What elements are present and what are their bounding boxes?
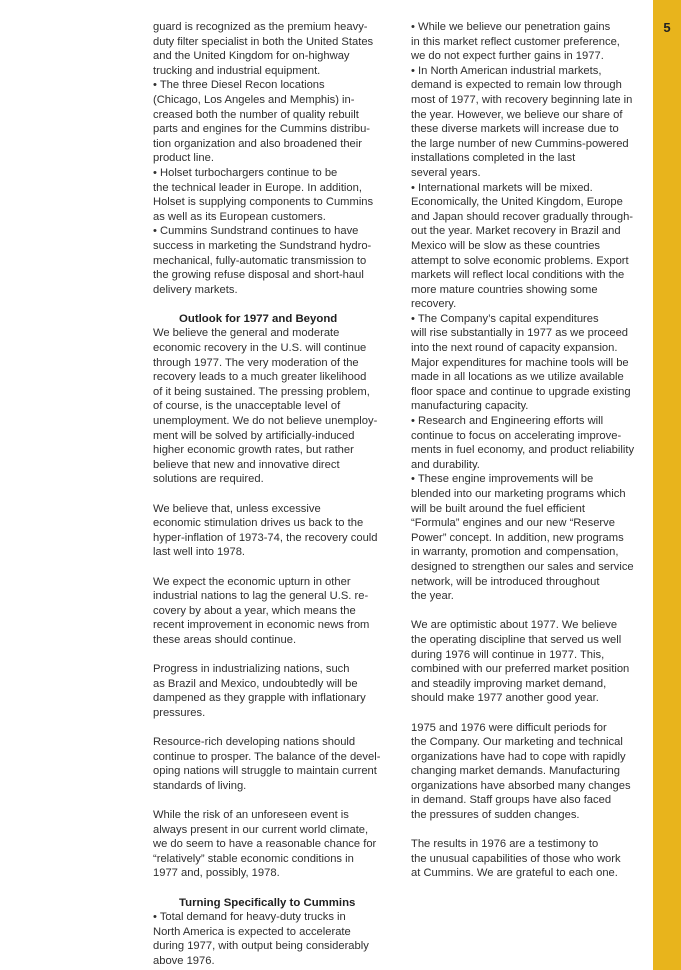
text-line: We are optimistic about 1977. We believe xyxy=(411,619,618,632)
paragraph xyxy=(411,837,645,881)
text-line: as Brazil and Mexico, undoubtedly will be xyxy=(153,677,358,690)
block-gap xyxy=(153,487,403,502)
paragraph xyxy=(153,910,403,968)
paragraph xyxy=(153,502,403,560)
page-number: 5 xyxy=(663,20,671,35)
text-line: recovery. xyxy=(411,298,457,311)
text-line: continue to focus on accelerating improve- xyxy=(411,429,622,442)
block-gap xyxy=(411,706,645,721)
block-gap xyxy=(153,560,403,575)
text-line: and durability. xyxy=(411,458,480,471)
text-line: during 1976 will continue in 1977. This, xyxy=(411,648,605,661)
text-line: 1975 and 1976 were difficult periods for xyxy=(411,721,607,734)
text-line: most of 1977, with recovery beginning late in xyxy=(411,93,633,106)
paragraph xyxy=(411,618,645,706)
text-line: of it being sustained. The pressing problem, xyxy=(153,385,370,398)
text-line: we do seem to have a reasonable chance for xyxy=(153,838,377,851)
text-line: the large number of new Cummins-powered xyxy=(411,137,629,150)
block-gap xyxy=(153,648,403,663)
text-line: demand is expected to remain low through xyxy=(411,79,622,92)
text-line: product line. xyxy=(153,152,214,165)
text-line: believe that new and innovative direct xyxy=(153,458,340,471)
text-line: • While we believe our penetration gains xyxy=(411,21,611,33)
text-line: organizations have absorbed many changes xyxy=(411,779,631,792)
text-line: • Holset turbochargers continue to be xyxy=(153,166,338,179)
text-line: ment will be solved by artificially-induced xyxy=(153,429,355,442)
text-line: floor space and continue to upgrade existing xyxy=(411,385,631,398)
paragraph xyxy=(153,735,403,793)
text-line: the technical leader in Europe. In addition, xyxy=(153,181,362,194)
text-line: dampened as they grapple with inflationary xyxy=(153,692,366,705)
text-line: made in all locations as we utilize available xyxy=(411,371,624,384)
text-line: solutions are required. xyxy=(153,473,264,486)
text-line: network, will be introduced throughout xyxy=(411,575,600,588)
text-line: Holset is supplying components to Cummins xyxy=(153,196,374,209)
text-line: “relatively” stable economic conditions in xyxy=(153,852,354,865)
text-line: designed to strengthen our sales and service xyxy=(411,560,634,573)
text-line: recent improvement in economic news from xyxy=(153,619,370,632)
text-line: these areas should continue. xyxy=(153,633,297,646)
block-gap xyxy=(411,604,645,619)
text-line: The results in 1976 are a testimony to xyxy=(411,838,599,851)
text-line: attempt to solve economic problems. Export xyxy=(411,254,629,267)
text-line: • The three Diesel Recon locations xyxy=(153,79,325,92)
text-line: trucking and industrial equipment. xyxy=(153,64,321,77)
text-line: (Chicago, Los Angeles and Memphis) in- xyxy=(153,93,355,106)
text-line: these diverse markets will increase due to xyxy=(411,123,619,136)
text-line: always present in our current world climate, xyxy=(153,823,369,836)
text-line: recovery leads to a much greater likelihood xyxy=(153,371,367,384)
text-line: success in marketing the Sundstrand hydro- xyxy=(153,239,372,252)
text-line: • Research and Engineering efforts will xyxy=(411,415,604,428)
text-line: the unusual capabilities of those who work xyxy=(411,852,621,865)
text-line: pressures. xyxy=(153,706,206,719)
text-line: duty filter specialist in both the United States xyxy=(153,35,374,48)
text-line: the year. xyxy=(411,590,454,603)
text-line: the year. However, we believe our share of xyxy=(411,108,623,121)
text-line: oping nations will struggle to maintain current xyxy=(153,765,377,778)
paragraph xyxy=(153,326,403,487)
block-gap xyxy=(153,721,403,736)
text-line: should make 1977 another good year. xyxy=(411,692,599,705)
text-line: as well as its European customers. xyxy=(153,210,326,223)
section-heading: Turning Specifically to Cummins xyxy=(179,896,356,909)
text-line: guard is recognized as the premium heavy- xyxy=(153,21,368,33)
text-line: unemployment. We do not believe unemploy- xyxy=(153,415,378,428)
text-line: the pressures of sudden changes. xyxy=(411,809,580,822)
text-line: higher economic growth rates, but rather xyxy=(153,444,354,457)
text-block xyxy=(153,20,403,297)
paragraph xyxy=(153,808,403,881)
text-line: • Cummins Sundstrand continues to have xyxy=(153,225,359,238)
text-line: We expect the economic upturn in other xyxy=(153,575,351,588)
text-line: parts and engines for the Cummins distribu- xyxy=(153,123,371,136)
paragraph xyxy=(411,721,645,823)
text-line: industrial nations to lag the general U.S. re- xyxy=(153,590,369,603)
text-line: hyper-inflation of 1973-74, the recovery could xyxy=(153,531,378,544)
text-line: and the United Kingdom for on-highway xyxy=(153,50,350,63)
text-line: and Japan should recover gradually through- xyxy=(411,210,634,223)
text-line: in demand. Staff groups have also faced xyxy=(411,794,612,807)
text-line: changing market demands. Manufacturing xyxy=(411,765,620,778)
text-line: Power” concept. In addition, new programs xyxy=(411,531,624,544)
text-line: the Company. Our marketing and technical xyxy=(411,736,623,749)
text-line: organizations have had to cope with rapidly xyxy=(411,750,626,763)
text-line: North America is expected to accelerate xyxy=(153,925,351,938)
text-line: during 1977, with output being considerably xyxy=(153,940,369,953)
text-line: We believe that, unless excessive xyxy=(153,502,321,515)
paragraph xyxy=(153,662,403,720)
text-line: covery by about a year, which means the xyxy=(153,604,356,617)
text-line: in this market reflect customer preference, xyxy=(411,35,620,48)
text-line: of course, is the unacceptable level of xyxy=(153,400,341,413)
text-line: through 1977. The very moderation of the xyxy=(153,356,359,369)
text-line: at Cummins. We are grateful to each one. xyxy=(411,867,618,880)
text-line: Major expenditures for machine tools will be xyxy=(411,356,629,369)
text-line: We believe the general and moderate xyxy=(153,327,340,340)
text-line: into the next round of capacity expansion. xyxy=(411,342,618,355)
text-line: in warranty, promotion and compensation, xyxy=(411,546,619,559)
text-line: • International markets will be mixed. xyxy=(411,181,593,194)
text-line: • In North American industrial markets, xyxy=(411,64,602,77)
text-block xyxy=(411,20,645,604)
text-line: 1977 and, possibly, 1978. xyxy=(153,867,280,880)
block-gap xyxy=(153,881,403,896)
text-line: will rise substantially in 1977 as we proceed xyxy=(411,327,629,340)
text-line: above 1976. xyxy=(153,955,215,967)
text-line: economic recovery in the U.S. will continue xyxy=(153,342,367,355)
text-line: manufacturing capacity. xyxy=(411,400,529,413)
text-line: will be built around the fuel efficient xyxy=(411,502,585,515)
text-line: creased both the number of quality rebuilt xyxy=(153,108,359,121)
text-line: out the year. Market recovery in Brazil and xyxy=(411,225,621,238)
text-line: markets will reflect local conditions with the xyxy=(411,269,625,282)
text-line: Mexico will be slow as these countries xyxy=(411,239,601,252)
text-line: • These engine improvements will be xyxy=(411,473,594,486)
text-line: ments in fuel economy, and product reliability xyxy=(411,444,635,457)
right-column xyxy=(411,20,645,881)
page-edge-tab xyxy=(653,0,681,970)
text-line: continue to prosper. The balance of the devel- xyxy=(153,750,381,763)
text-line: While the risk of an unforeseen event is xyxy=(153,809,349,822)
text-line: “Formula” engines and our new “Reserve xyxy=(411,517,615,530)
block-gap xyxy=(153,793,403,808)
block-gap xyxy=(153,297,403,312)
text-line: Economically, the United Kingdom, Europe xyxy=(411,196,623,209)
text-line: economic stimulation drives us back to the xyxy=(153,517,364,530)
text-line: delivery markets. xyxy=(153,283,238,296)
text-line: the operating discipline that served us well xyxy=(411,633,622,646)
text-line: Resource-rich developing nations should xyxy=(153,736,356,749)
text-line: • Total demand for heavy-duty trucks in xyxy=(153,911,346,924)
text-line: installations completed in the last xyxy=(411,152,576,165)
text-line: blended into our marketing programs which xyxy=(411,488,626,500)
text-line: standards of living. xyxy=(153,779,247,792)
text-line: several years. xyxy=(411,166,481,179)
text-line: Progress in industrializing nations, such xyxy=(153,663,350,676)
section-heading: Outlook for 1977 and Beyond xyxy=(179,312,338,325)
text-line: and steadily improving market demand, xyxy=(411,677,607,690)
left-column xyxy=(153,20,403,969)
text-line: mechanical, fully-automatic transmission to xyxy=(153,254,367,267)
text-line: last well into 1978. xyxy=(153,546,246,559)
block-gap xyxy=(411,823,645,838)
text-line: combined with our preferred market position xyxy=(411,663,630,676)
text-line: more mature countries showing some xyxy=(411,283,598,296)
text-line: tion organization and also broadened their xyxy=(153,137,362,150)
text-line: we do not expect further gains in 1977. xyxy=(411,50,604,63)
paragraph xyxy=(153,575,403,648)
text-line: • The Company’s capital expenditures xyxy=(411,312,599,325)
text-line: the growing refuse disposal and short-haul xyxy=(153,269,364,282)
